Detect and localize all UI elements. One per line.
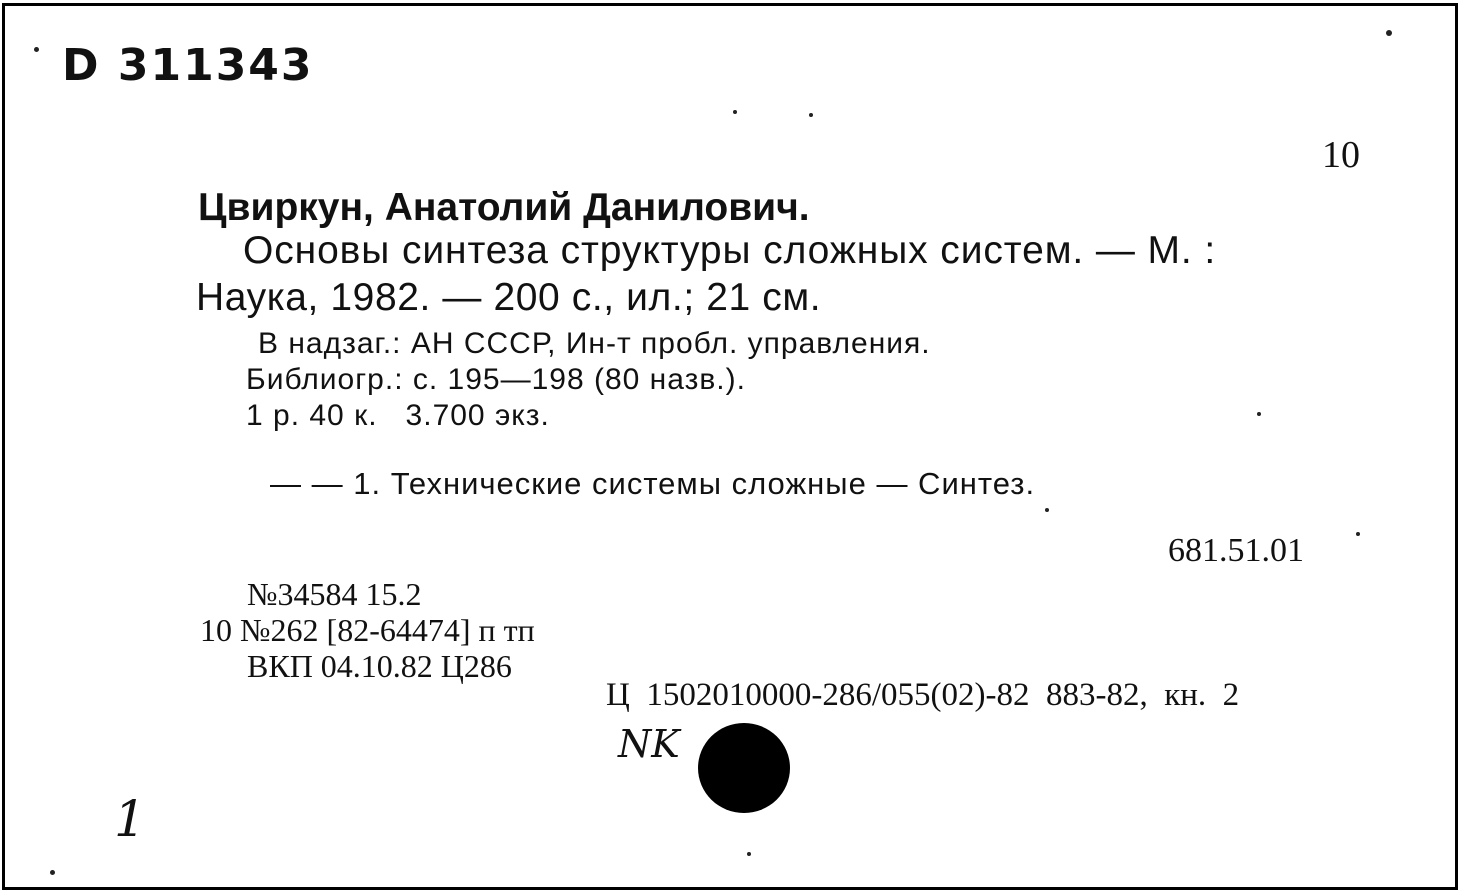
speck xyxy=(747,852,751,856)
speck xyxy=(34,47,39,52)
author-heading: Цвиркун, Анатолий Данилович. xyxy=(198,186,810,229)
speck xyxy=(1257,412,1261,416)
classification-index: 681.51.01 xyxy=(1168,532,1304,569)
speck xyxy=(1045,508,1049,512)
note-header: В надзаг.: АН СССР, Ин-т пробл. управления. xyxy=(258,327,931,360)
order-line-1: №34584 15.2 xyxy=(247,576,422,612)
order-line-2: 10 №262 [82-64474] п тп xyxy=(200,612,535,648)
price-and-print-run: 1 р. 40 к. 3.700 экз. xyxy=(246,399,550,432)
catalog-code: Ц 1502010000-286/055(02)-82 883-82, кн. 2 xyxy=(606,677,1240,713)
subject-heading: — — 1. Технические системы сложные — Синтез. xyxy=(270,466,1036,501)
title-line-2: Наука, 1982. — 200 с., ил.; 21 см. xyxy=(196,276,822,319)
speck xyxy=(50,870,55,875)
handwritten-mark: 1 xyxy=(114,790,146,848)
title-line-1: Основы синтеза структуры сложных систем. — М. : xyxy=(243,229,1217,272)
speck xyxy=(809,113,813,117)
speck xyxy=(1386,30,1392,36)
order-line-3: ВКП 04.10.82 Ц286 xyxy=(247,648,512,684)
inventory-number: D 311343 xyxy=(62,40,314,91)
copies-count: 10 xyxy=(1322,134,1360,176)
speck xyxy=(733,110,737,114)
note-bibliography: Библиогр.: с. 195—198 (80 назв.). xyxy=(246,363,746,396)
punch-hole xyxy=(698,723,790,813)
speck xyxy=(1356,532,1360,536)
handwritten-initials: NK xyxy=(618,722,680,766)
